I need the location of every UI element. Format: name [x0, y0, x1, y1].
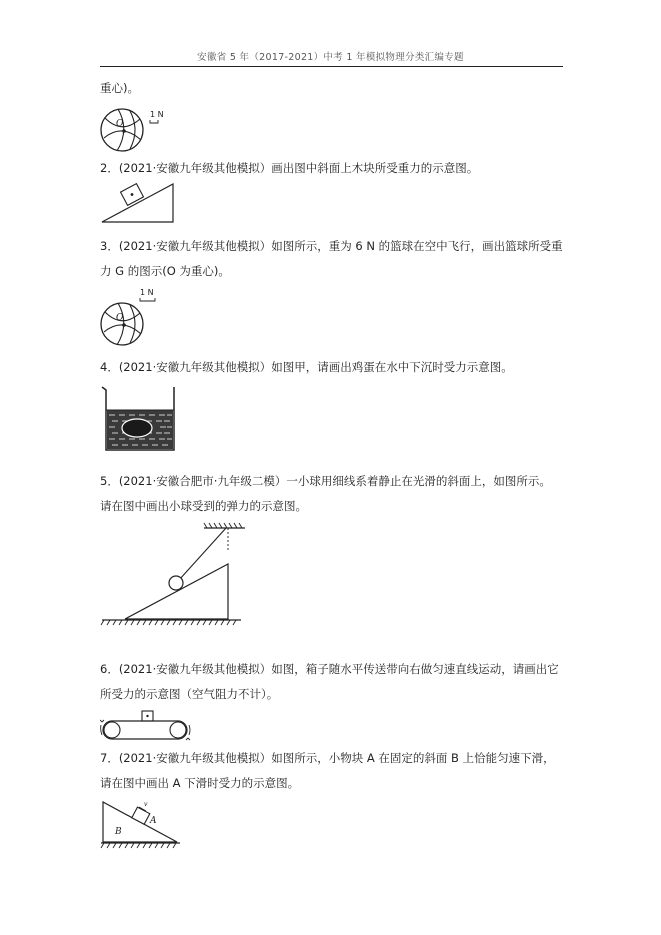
question-5-line-1: 5．(2021·安徽合肥市·九年级二模）一小球用细线系着静止在光滑的斜面上，如图所示。 [100, 474, 551, 488]
center-label-o: O [116, 119, 124, 129]
q1-tail-text: 重心)。 [100, 81, 139, 95]
question-3-line-2: 力 G 的图示(O 为重心)。 [100, 264, 230, 278]
ball-on-incline-figure [100, 520, 245, 630]
block-label-a: A [150, 816, 157, 826]
block-on-incline-figure [100, 796, 185, 852]
question-6-line-1: 6．(2021·安徽九年级其他模拟）如图，箱子随水平传送带向右做匀速直线运动，请画出它 [100, 662, 559, 676]
question-5-line-2: 请在图中画出小球受到的弹力的示意图。 [100, 499, 307, 513]
question-7-line-1: 7．(2021·安徽九年级其他模拟）如图所示，小物块 A 在固定的斜面 B 上恰能匀速下滑， [100, 751, 555, 765]
beaker-egg-figure [100, 382, 180, 454]
question-2-text: 2．(2021·安徽九年级其他模拟）画出图中斜面上木块所受重力的示意图。 [100, 161, 479, 175]
scale-label-2: 1 N [140, 288, 154, 297]
page-header: 安徽省 5 年（2017-2021）中考 1 年模拟物理分类汇编专题 [197, 52, 464, 63]
question-4-text: 4．(2021·安徽九年级其他模拟）如图甲，请画出鸡蛋在水中下沉时受力示意图。 [100, 360, 513, 374]
question-6-line-2: 所受力的示意图（空气阻力不计）。 [100, 687, 279, 701]
conveyor-belt-figure [100, 708, 192, 744]
basketball-figure-1 [100, 105, 170, 153]
center-label-o-2: O [116, 313, 124, 323]
basketball-figure-2 [100, 286, 170, 348]
question-7-line-2: 请在图中画出 A 下滑时受力的示意图。 [100, 776, 300, 790]
incline-label-b: B [115, 827, 122, 837]
velocity-label: v [144, 801, 148, 808]
incline-block-figure [100, 178, 195, 228]
scale-label: 1 N [150, 110, 164, 119]
header-divider [100, 66, 563, 67]
question-3-line-1: 3．(2021·安徽九年级其他模拟）如图所示，重为 6 N 的篮球在空中飞行，画出篮球所受重 [100, 239, 563, 253]
